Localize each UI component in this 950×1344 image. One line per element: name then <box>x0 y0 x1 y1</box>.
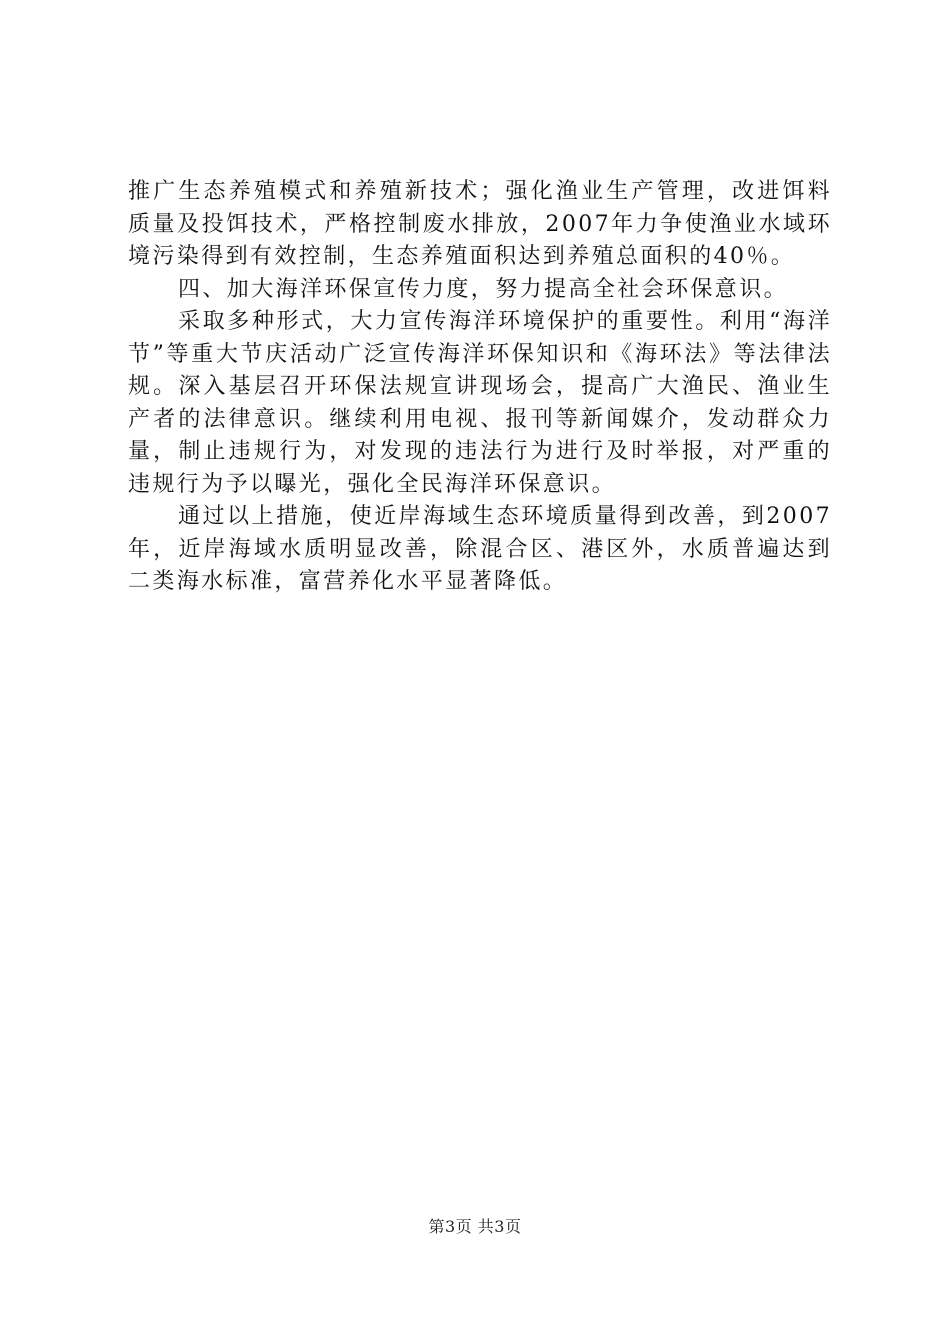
paragraph-1: 推广生态养殖模式和养殖新技术；强化渔业生产管理，改进饵料质量及投饵技术，严格控制废水排放，2007年力争使渔业水域环境污染得到有效控制，生态养殖面积达到养殖总面积的40％。 <box>128 179 832 269</box>
section-heading-4: 四、加大海洋环保宣传力度，努力提高全社会环保意识。 <box>178 276 789 302</box>
paragraph-3: 采取多种形式，大力宣传海洋环境保护的重要性。利用“海洋节”等重大节庆活动广泛宣传海洋环保知识和《海环法》等法律法规。深入基层召开环保法规宣讲现场会，提高广大渔民、渔业生产者的法律意识。继续利用电视、报刊等新闻媒介，发动群众力量，制止违规行为，对发现的违法行为进行及时举报，对严重的违规行为予以曝光，强化全民海洋环保意识。 <box>128 309 832 497</box>
page-number-label: 第3页 共3页 <box>428 1217 522 1236</box>
document-body <box>128 176 832 599</box>
paragraph-4: 通过以上措施，使近岸海域生态环境质量得到改善，到2007年，近岸海域水质明显改善，除混合区、港区外，水质普遍达到二类海水标准，富营养化水平显著降低。 <box>128 504 832 594</box>
page-footer <box>0 1214 950 1237</box>
